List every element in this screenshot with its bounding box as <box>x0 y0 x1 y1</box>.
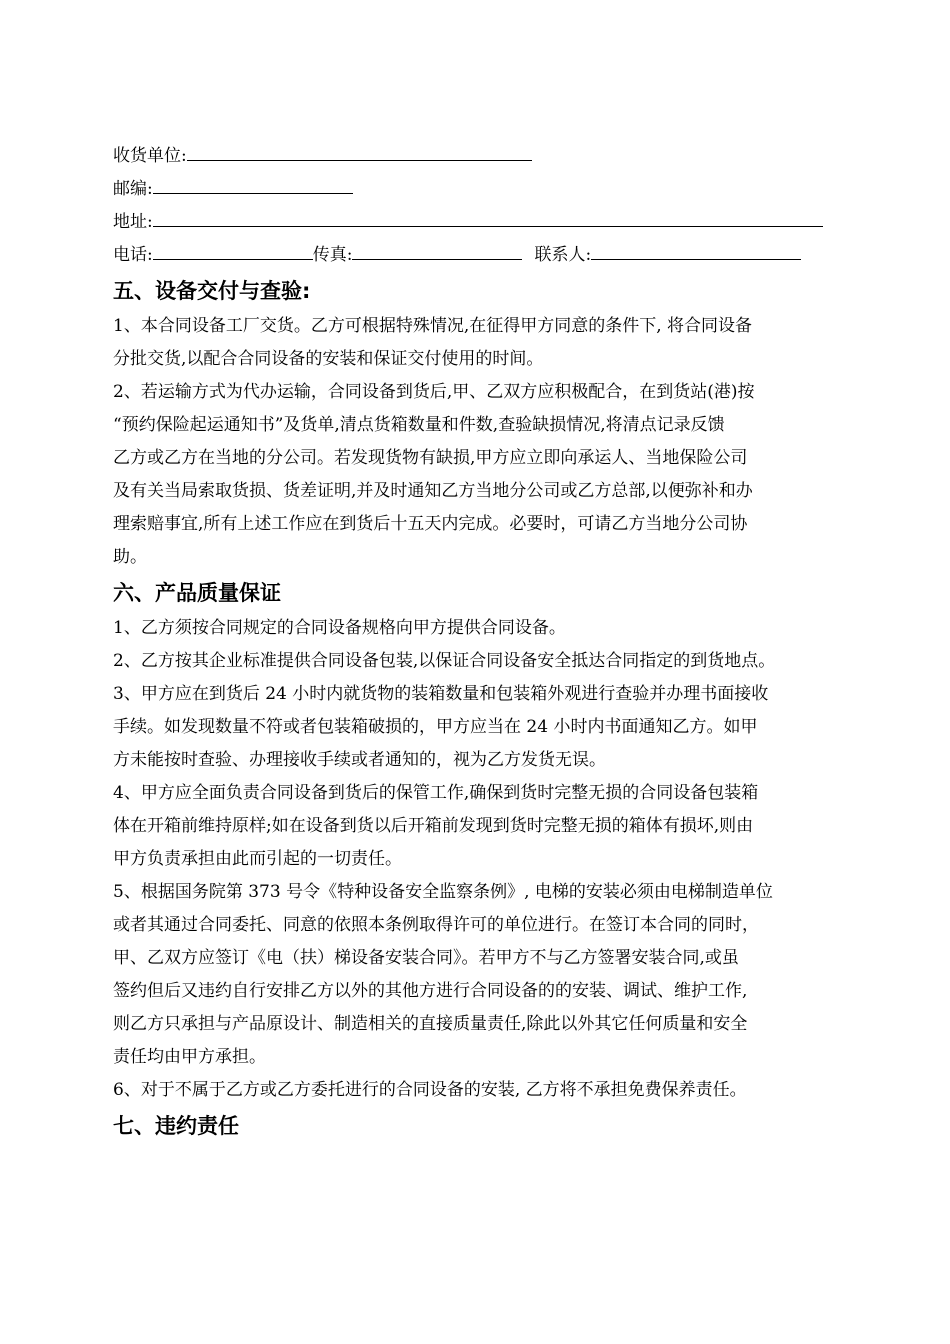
s6-paragraph-line: 2、乙方按其企业标准提供合同设备包装,以保证合同设备安全抵达合同指定的到货地点。 <box>113 651 776 671</box>
s6-paragraph-line: 4、甲方应全面负责合同设备到货后的保管工作,确保到货时完整无损的合同设备包装箱 <box>113 783 759 803</box>
s5-paragraph-line: 助。 <box>113 547 147 567</box>
postcode-blank <box>153 174 353 194</box>
s6-paragraph-line: 方未能按时查验、办理接收手续或者通知的，视为乙方发货无误。 <box>113 750 606 770</box>
s6-paragraph-line: 1、乙方须按合同规定的合同设备规格向甲方提供合同设备。 <box>113 618 566 638</box>
s6-paragraph-line: 或者其通过合同委托、同意的依照本条例取得许可的单位进行。在签订本合同的同时， <box>113 915 759 935</box>
phone-blank <box>153 240 313 260</box>
s6-paragraph-line: 手续。如发现数量不符或者包装箱破损的，甲方应当在 24 小时内书面通知乙方。如甲 <box>113 717 758 737</box>
s5-paragraph-line: “预约保险起运通知书”及货单,清点货箱数量和件数,查验缺损情况,将清点记录反馈 <box>113 415 725 435</box>
s5-paragraph-line: 1、本合同设备工厂交货。乙方可根据特殊情况,在征得甲方同意的条件下, 将合同设备 <box>113 316 753 336</box>
s6-paragraph-line: 甲、乙双方应签订《电（扶）梯设备安装合同》。若甲方不与乙方签署安装合同,或虽 <box>113 948 739 968</box>
s6-paragraph-line: 则乙方只承担与产品原设计、制造相关的直接质量责任,除此以外其它任何质量和安全 <box>113 1014 748 1034</box>
fax-label: 传真: <box>312 245 353 265</box>
contact-row <box>113 239 843 272</box>
contact-label: 联系人: <box>534 245 592 265</box>
s6-paragraph-line: 6、对于不属于乙方或乙方委托进行的合同设备的安装, 乙方将不承担免费保养责任。 <box>113 1080 747 1100</box>
section-heading-6: 六、产品质量保证 <box>113 581 281 605</box>
s6-paragraph-line: 签约但后又违约自行安排乙方以外的其他方进行合同设备的的安装、调试、维护工作, <box>113 981 748 1001</box>
s6-paragraph-line: 甲方负责承担由此而引起的一切责任。 <box>113 849 402 869</box>
s5-paragraph-line: 分批交货,以配合合同设备的安装和保证交付使用的时间。 <box>113 349 544 369</box>
consignee-label: 收货单位: <box>113 146 187 166</box>
address-field <box>113 206 843 239</box>
s5-paragraph-line: 2、若运输方式为代办运输，合同设备到货后,甲、乙双方应积极配合，在到货站(港)按 <box>113 382 755 402</box>
postcode-label: 邮编: <box>113 179 153 199</box>
postcode-field <box>113 173 843 206</box>
s6-paragraph-line: 3、甲方应在到货后 24 小时内就货物的装箱数量和包装箱外观进行查验并办理书面接收 <box>113 684 769 704</box>
fax-blank <box>352 240 522 260</box>
address-label: 地址: <box>113 212 153 232</box>
consignee-blank <box>187 141 532 161</box>
s5-paragraph-line: 及有关当局索取货损、货差证明,并及时通知乙方当地分公司或乙方总部,以便弥补和办 <box>113 481 753 501</box>
section-heading-7: 七、违约责任 <box>113 1114 239 1138</box>
section-heading-5: 五、设备交付与查验: <box>113 279 311 303</box>
phone-label: 电话: <box>113 245 153 265</box>
contact-blank <box>591 240 801 260</box>
s6-paragraph-line: 体在开箱前维持原样;如在设备到货以后开箱前发现到货时完整无损的箱体有损坏,则由 <box>113 816 754 836</box>
s6-paragraph-line: 5、根据国务院第 373 号令《特种设备安全监察条例》, 电梯的安装必须由电梯制造单位 <box>113 882 773 902</box>
address-blank <box>153 207 823 227</box>
consignee-field <box>113 140 843 173</box>
s5-paragraph-line: 乙方或乙方在当地的分公司。若发现货物有缺损,甲方应立即向承运人、当地保险公司 <box>113 448 748 468</box>
s5-paragraph-line: 理索赔事宜,所有上述工作应在到货后十五天内完成。必要时，可请乙方当地分公司协 <box>113 514 748 534</box>
document-page <box>113 140 843 1145</box>
s6-paragraph-line: 责任均由甲方承担。 <box>113 1047 266 1067</box>
